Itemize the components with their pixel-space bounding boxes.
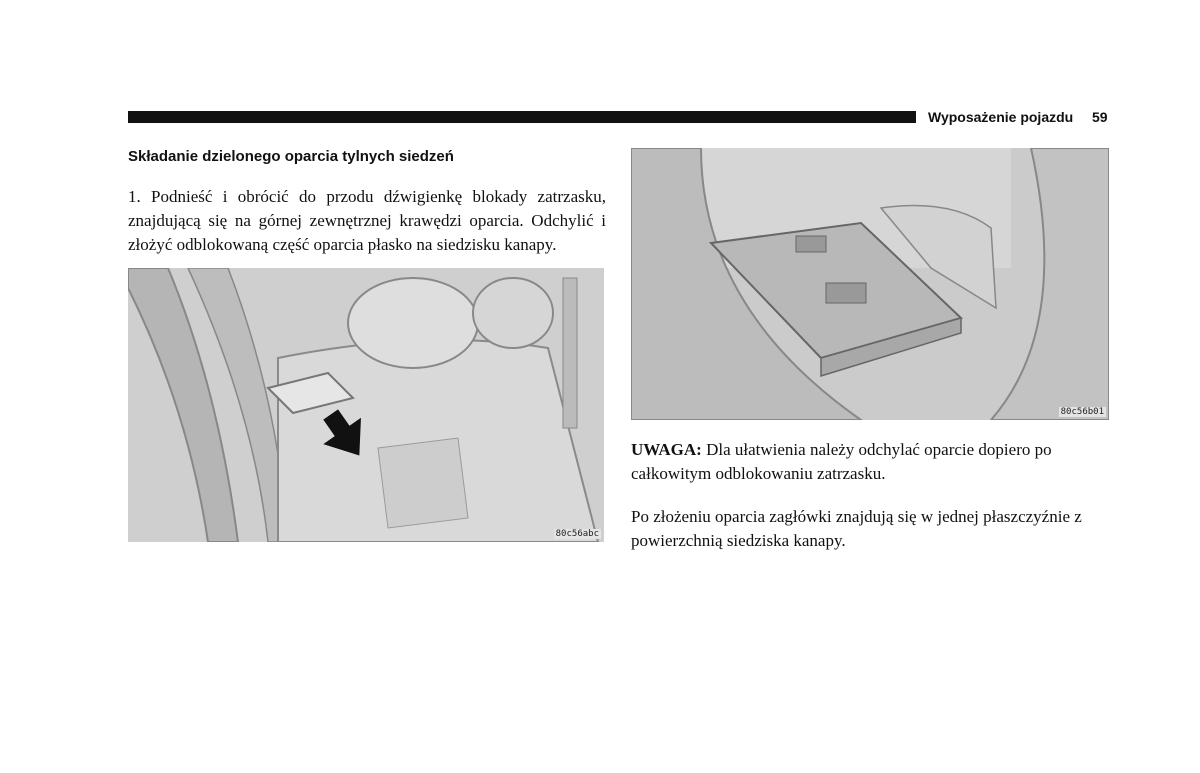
section-heading: Składanie dzielonego oparcia tylnych siedzeń (128, 148, 454, 165)
section-title: Wyposażenie pojazdu (928, 109, 1074, 125)
note-label: UWAGA: (631, 440, 702, 459)
header-rule (128, 111, 916, 123)
page-number: 59 (1092, 109, 1108, 125)
step-1-paragraph: 1. Podnieść i obrócić do przodu dźwigienkę blokady zatrzasku, znajdującą się na górnej zewnętrznej krawędzi oparcia. Odchylić i złożyć odblokowaną część oparcia płasko na siedzisku kanapy. (128, 187, 606, 254)
figure-2-code: 80c56b01 (1060, 407, 1104, 417)
figure-seat-latch (128, 268, 604, 542)
folded-seat-illustration (631, 148, 1109, 420)
note-text: Dla ułatwienia należy odchylać oparcie dopiero po całkowitym odblokowaniu zatrzasku. (631, 440, 1052, 483)
figure-folded-seat (631, 148, 1109, 420)
note-paragraph (631, 438, 1109, 486)
seat-latch-illustration (128, 268, 604, 542)
final-paragraph: Po złożeniu oparcia zagłówki znajdują się w jednej płaszczyźnie z powierzchnią siedziska kanapy. (631, 507, 1082, 550)
figure-1-code: 80c56abc (555, 529, 599, 539)
